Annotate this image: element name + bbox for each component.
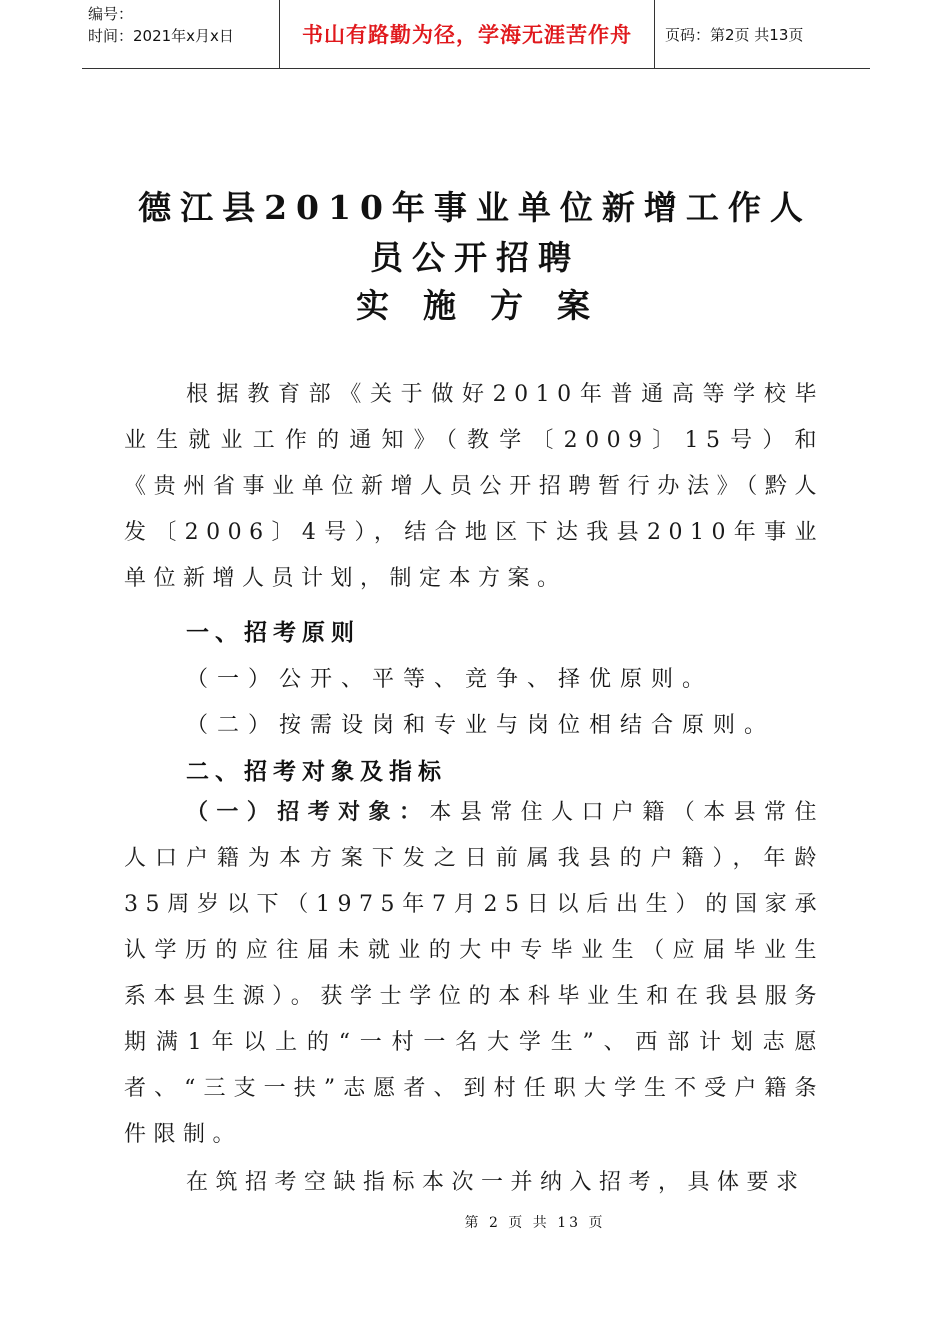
section-2-paragraph (124, 790, 824, 1158)
section-2-text: 本县常住人口户籍（本县常住人口户籍为本方案下发之日前属我县的户籍），年龄35周岁以下（1975年7月25日以后出生）的国家承认学历的应往届未就业的大中专毕业生（应届毕业生系本县生源）。获学士学位的本科毕业生和在我县服务期满1年以上的“一村一名大学生”、西部计划志愿者、“三支一扶”志愿者、到村任职大学生不受户籍条件限制。 (124, 800, 824, 1147)
document-title-line-2: 员公开招聘 (370, 238, 580, 277)
last-paragraph: 在筑招考空缺指标本次一并纳入招考，具体要求 (186, 1170, 806, 1195)
intro-paragraph: 根据教育部《关于做好2010年普通高等学校毕业生就业工作的通知》（教学〔2009〕15号）和《贵州省事业单位新增人员公开招聘暂行办法》（黔人发〔2006〕4号），结合地区下达我县2010年事业单位新增人员计划，制定本方案。 (124, 382, 824, 591)
header-meta (82, 0, 280, 68)
document-title-line-3: 实施方案 (356, 286, 624, 325)
page-header (82, 0, 870, 69)
header-motto: 书山有路勤为径，学海无涯苦作舟 (302, 23, 632, 47)
document-title-line-1: 德江县2010年事业单位新增工作人 (138, 188, 812, 227)
section-1-item-2: （二）按需设岗和专业与岗位相结合原则。 (186, 713, 776, 738)
section-1-item-1: （一）公开、平等、竞争、择优原则。 (186, 667, 714, 692)
page-footer: 第 2 页 共 13 页 (464, 1215, 606, 1231)
time-label: 时间：2021年x月x日 (88, 27, 234, 45)
section-1-heading: 一、招考原则 (186, 620, 360, 646)
header-page-info: 页码：第2页 共13页 (665, 25, 804, 44)
number-label: 编号： (88, 5, 134, 23)
header-motto-cell (280, 0, 655, 68)
section-2-lead: （一）招考对象： (186, 800, 430, 825)
section-2-heading: 二、招考对象及指标 (186, 759, 447, 785)
